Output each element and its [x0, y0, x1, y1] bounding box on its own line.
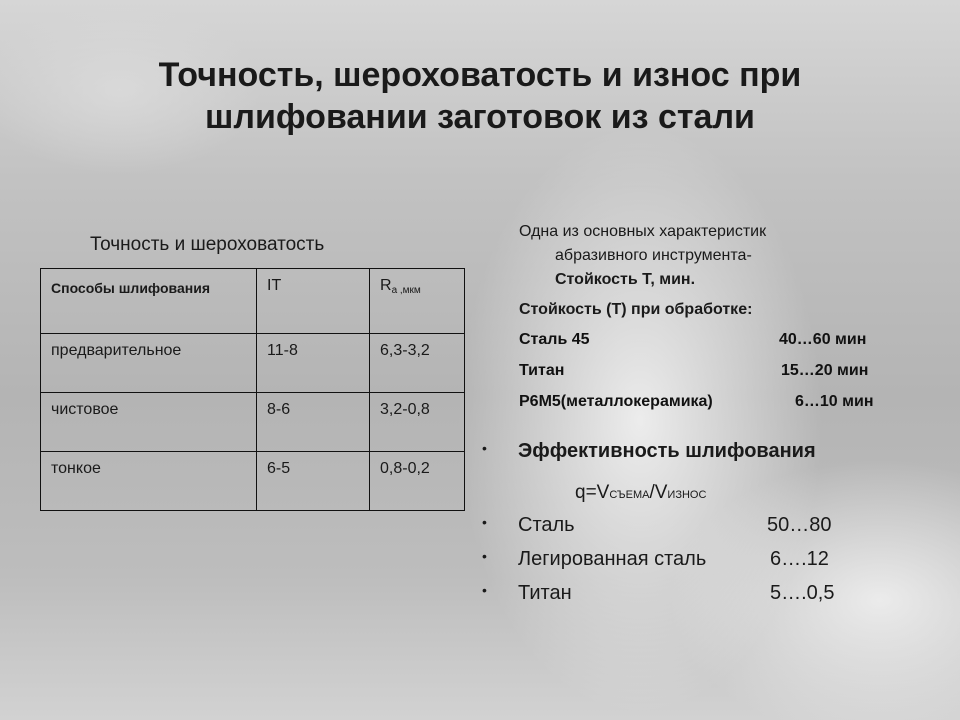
item-value: 5….0,5: [770, 582, 835, 604]
header-it: IT: [257, 269, 370, 334]
item-name: Легированная сталь: [518, 548, 707, 570]
bullet-icon: •: [482, 514, 487, 530]
material-name: Р6М5(металлокерамика): [519, 393, 713, 410]
bullet-icon: •: [482, 440, 487, 456]
cell-it: 11-8: [257, 334, 370, 393]
cell-method: чистовое: [41, 393, 257, 452]
item-value: 50…80: [767, 514, 832, 536]
cell-method: предварительное: [41, 334, 257, 393]
cell-method: тонкое: [41, 452, 257, 511]
header-ra-sub: а ,мкм: [391, 285, 421, 296]
slide-title-line-2: шлифовании заготовок из стали: [205, 98, 755, 136]
table-header-row: [41, 269, 465, 334]
cell-it: 8-6: [257, 393, 370, 452]
slide-title-line-1: Точность, шероховатость и износ при: [158, 56, 802, 94]
header-ra: [370, 269, 465, 334]
intro-line-3: Стойкость Т, мин.: [555, 271, 696, 288]
cell-ra: 0,8-0,2: [370, 452, 465, 511]
formula-sub-removal: СЪЕМА: [609, 489, 650, 501]
bullet-icon: •: [482, 582, 487, 598]
table-row: [41, 393, 465, 452]
material-value: 15…20 мин: [781, 362, 869, 379]
item-name: Титан: [518, 582, 572, 604]
header-method: Способы шлифования: [41, 269, 257, 334]
formula-mid: /V: [649, 482, 668, 503]
table-row: [41, 334, 465, 393]
formula-sub-wear: ИЗНОС: [667, 489, 707, 501]
material-value: 40…60 мин: [779, 331, 867, 348]
durability-intro: [519, 220, 766, 322]
formula-q: q=V: [575, 482, 610, 503]
item-name: Сталь: [518, 514, 575, 536]
cell-it: 6-5: [257, 452, 370, 511]
grinding-table: [40, 268, 465, 511]
header-ra-main: R: [380, 277, 392, 294]
efficiency-formula: [575, 482, 706, 504]
table-row: [41, 452, 465, 511]
material-value: 6…10 мин: [795, 393, 874, 410]
intro-line-2: абразивного инструмента-: [555, 247, 752, 264]
durability-heading: Стойкость (Т) при обработке:: [519, 301, 753, 318]
bullet-icon: •: [482, 548, 487, 564]
slide-title: [0, 54, 960, 138]
material-name: Сталь 45: [519, 331, 590, 348]
item-value: 6….12: [770, 548, 829, 570]
intro-line-1: Одна из основных характеристик: [519, 223, 767, 240]
table-subtitle: Точность и шероховатость: [90, 234, 325, 255]
material-name: Титан: [519, 362, 565, 379]
cell-ra: 6,3-3,2: [370, 334, 465, 393]
cell-ra: 3,2-0,8: [370, 393, 465, 452]
efficiency-heading: Эффективность шлифования: [518, 440, 816, 462]
